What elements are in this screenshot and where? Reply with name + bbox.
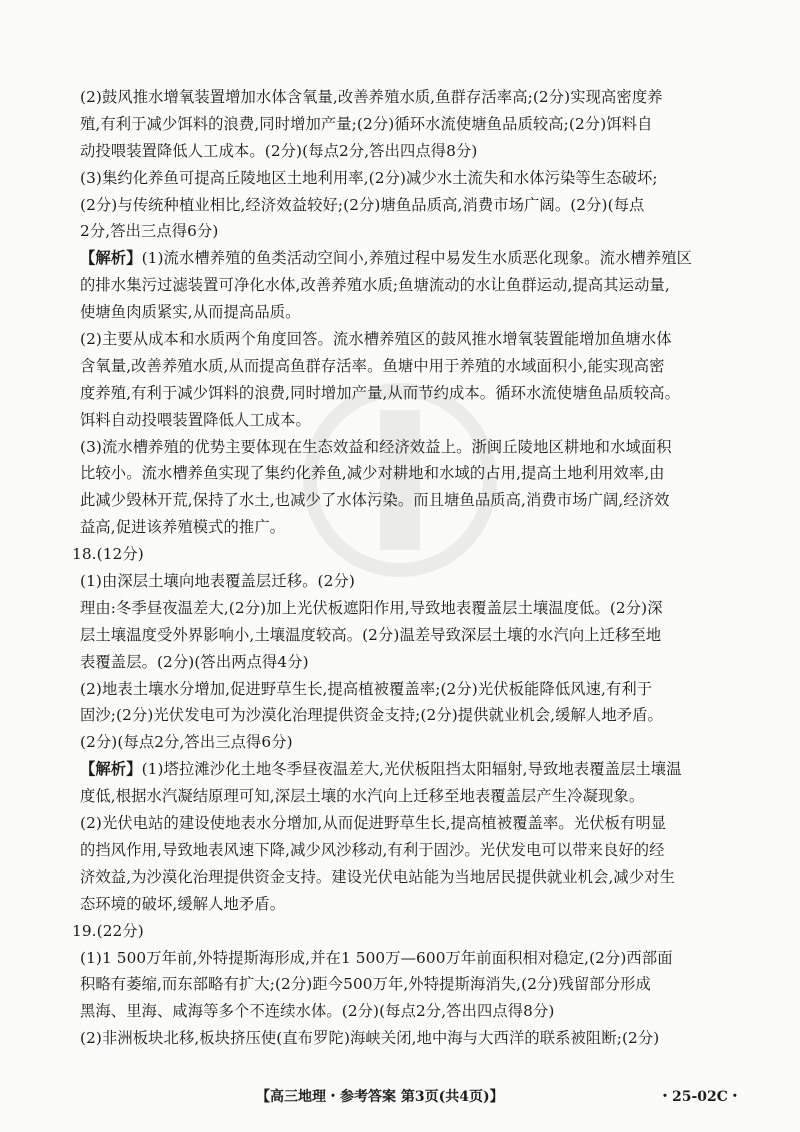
text-line-24: 固沙;(2分)光伏发电可为沙漠化治理提供资金支持;(2分)提供就业机会,缓解人地矛盾。: [80, 706, 663, 725]
text-line-35: 黑海、里海、咸海等多个不连续水体。(2分)(每点2分,答出四点得8分): [80, 1002, 555, 1021]
text-line-8: 的排水集污过滤装置可净化水体,改善养殖水质;鱼塘流动的水让鱼群运动,提高其运动量,: [80, 276, 670, 295]
text-line-2: 殖,有利于减少饵料的浪费,同时增加产量;(2分)循环水流使塘鱼品质较高;(2分)饵料自: [80, 114, 653, 133]
analysis-tag: 【解析】: [80, 760, 142, 779]
analysis-tag: 【解析】: [80, 249, 142, 268]
text-line-4: (3)集约化养鱼可提高丘陵地区土地利用率,(2分)减少水土流失和水体污染等生态破坏;: [80, 168, 658, 187]
text-line-20: 理由:冬季昼夜温差大,(2分)加上光伏板遮阳作用,导致地表覆盖层土壤温度低。(2分)深: [80, 598, 663, 617]
text-line-22: 表覆盖层。(2分)(答出两点得4分): [80, 652, 309, 671]
answer-text-body: [72, 84, 728, 1052]
analysis-line-2: 【解析】(1)塔拉滩沙化土地冬季昼夜温差大,光伏板阻挡太阳辐射,导致地表覆盖层土壤温: [80, 760, 682, 779]
text-line-33: (1)1 500万年前,外特提斯海形成,并在1 500万—600万年前面积相对稳定,(2分)西部面: [80, 948, 673, 967]
question-19-heading: 19.(22分): [72, 921, 144, 940]
text-line-27: 度低,根据水汽凝结原理可知,深层土壤的水汽向上迁移至地表覆盖层产生冷凝现象。: [80, 787, 645, 806]
text-line-31: 态环境的破坏,缓解人地矛盾。: [80, 894, 286, 913]
text-line-6: 2分,答出三点得6分): [80, 222, 219, 241]
text-line-13: 饵料自动投喂装置降低人工成本。: [80, 410, 311, 429]
footer-code: ・25-02C・: [658, 1089, 742, 1105]
text-line-11: 含氧量,改善养殖水质,从而提高鱼群存活率。鱼塘中用于养殖的水域面积小,能实现高密: [80, 356, 665, 375]
page-footer: [0, 1086, 800, 1108]
text-line-17: 益高,促进该养殖模式的推广。: [80, 518, 286, 537]
text-line-16: 此减少毁林开荒,保持了水土,也减少了水体污染。而且塘鱼品质高,消费市场广阔,经济效: [80, 491, 670, 510]
analysis-line-1: 【解析】(1)流水槽养殖的鱼类活动空间小,养殖过程中易发生水质恶化现象。流水槽养殖区: [80, 249, 693, 268]
text-line-21: 层土壤温度受外界影响小,土壤温度较高。(2分)温差导致深层土壤的水汽向上迁移至地: [80, 625, 662, 644]
text-line-15: 比较小。流水槽养鱼实现了集约化养鱼,减少对耕地和水域的占用,提高土地利用效率,由: [80, 464, 665, 483]
text-line-3: 动投喂装置降低人工成本。(2分)(每点2分,答出四点得8分): [80, 141, 478, 160]
text-line-5: (2分)与传统种植业相比,经济效益较好;(2分)塘鱼品质高,消费市场广阔。(2分)(每点: [80, 195, 645, 214]
text-line-25: (2分)(每点2分,答出三点得6分): [80, 733, 293, 752]
text-line-19: (1)由深层土壤向地表覆盖层迁移。(2分): [80, 572, 355, 591]
text-line-1: (2)鼓风推水增氧装置增加水体含氧量,改善养殖水质,鱼群存活率高;(2分)实现高密度养: [80, 88, 663, 106]
text-line-36: (2)非洲板块北移,板块挤压使(直布罗陀)海峡关闭,地中海与大西洋的联系被阻断;(2分): [80, 1029, 660, 1048]
text-line-34: 积略有萎缩,而东部略有扩大;(2分)距今500万年,外特提斯海消失,(2分)残留部分形成: [80, 975, 651, 994]
text-line-10: (2)主要从成本和水质两个角度回答。流水槽养殖区的鼓风推水增氧装置能增加鱼塘水体: [80, 330, 672, 349]
text-line-29: 的挡风作用,导致地表风速下降,减少风沙移动,有利于固沙。光伏发电可以带来良好的经: [80, 840, 665, 859]
text-line-28: (2)光伏电站的建设使地表水分增加,从而促进野草生长,提高植被覆盖率。光伏板有明显: [80, 814, 667, 833]
question-18-heading: 18.(12分): [72, 545, 144, 564]
text-line-12: 度养殖,有利于减少饵料的浪费,同时增加产量,从而节约成本。循环水流使塘鱼品质较高。: [80, 383, 680, 402]
footer-title: 【高三地理・参考答案 第3页(共4页)】: [256, 1089, 504, 1105]
text-line-30: 济效益,为沙漠化治理提供资金支持。建设光伏电站能为当地居民提供就业机会,减少对生: [80, 867, 676, 886]
text-line-23: (2)地表土壤水分增加,促进野草生长,提高植被覆盖率;(2分)光伏板能降低风速,有利于: [80, 679, 653, 698]
text-line-14: (3)流水槽养殖的优势主要体现在生态效益和经济效益上。浙闽丘陵地区耕地和水域面积: [80, 437, 672, 456]
text-line-9: 使塘鱼肉质紧实,从而提高品质。: [80, 303, 301, 322]
